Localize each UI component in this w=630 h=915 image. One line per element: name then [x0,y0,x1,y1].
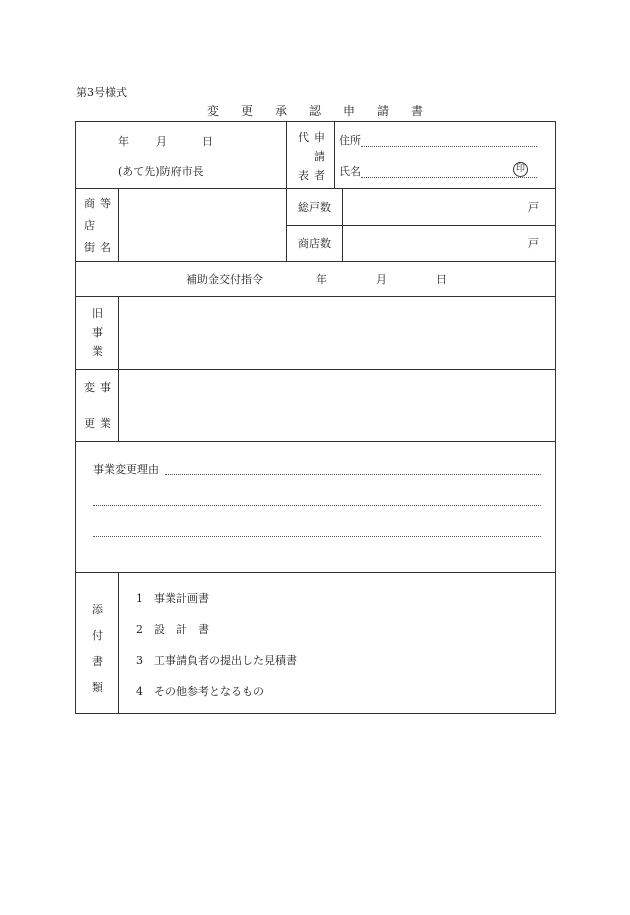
date-year: 年 [118,135,129,148]
changed-project-label-char: 業 [100,417,111,430]
old-project-label-char: 事 [92,326,103,339]
district-label-char: 店 [84,219,95,232]
seal-mark: 印 [513,162,528,177]
application-form-table [75,121,556,714]
address-field[interactable] [361,146,537,147]
attachment-item: 3 工事請負者の提出した見積書 [136,654,297,667]
col-divider [334,122,335,188]
name-field[interactable] [361,177,537,178]
applicant-label-char: 代 [298,131,309,144]
title-char: 書 [411,104,424,118]
reason-field-line[interactable] [165,474,541,475]
district-label-char: 等 [100,197,111,210]
shops-unit: 戸 [528,237,539,250]
old-project-label-char: 旧 [92,307,103,320]
attachment-item: 2 設 計 書 [136,623,209,636]
applicant-label-char: 者 [314,169,325,182]
row-divider [286,225,555,226]
date-day: 日 [202,135,213,148]
col-divider [118,188,119,261]
reason-field-line[interactable] [93,536,541,537]
attachment-item: 1 事業計画書 [136,592,209,605]
row-divider [76,261,555,262]
document-title [0,102,630,119]
reason-label: 事業変更理由 [93,463,159,476]
applicant-label-char: 請 [314,150,325,163]
row-divider [76,188,555,189]
attachments-label-char: 付 [92,629,103,642]
changed-project-label-char: 事 [100,381,111,394]
households-label: 総戸数 [298,201,331,214]
shops-label: 商店数 [298,237,331,250]
row-divider [76,572,555,573]
form-number: 第3号様式 [76,86,127,99]
district-label-char: 商 [84,197,95,210]
grant-order-month: 月 [376,273,387,286]
title-char: 認 [308,104,321,118]
addressee: (あて先)防府市長 [118,165,204,178]
attachments-label-char: 添 [92,603,103,616]
applicant-label-char: 申 [314,131,325,144]
title-char: 変 [206,104,219,118]
changed-project-label-char: 更 [84,417,95,430]
old-project-label-char: 業 [92,345,103,358]
households-unit: 戸 [528,201,539,214]
col-divider [286,122,287,261]
row-divider [76,441,555,442]
attachment-item: 4 その他参考となるもの [136,685,264,698]
district-label-char: 街 [84,241,95,254]
grant-order-year: 年 [316,273,327,286]
row-divider [76,369,555,370]
title-char: 請 [377,104,390,118]
attachments-label-char: 類 [92,681,103,694]
date-month: 月 [156,135,167,148]
grant-order-label: 補助金交付指令 [186,273,263,286]
address-label: 住所 [339,134,361,147]
reason-field-line[interactable] [93,505,541,506]
col-divider [342,188,343,261]
district-label-char: 名 [100,241,111,254]
row-divider [76,296,555,297]
col-divider [118,572,119,713]
name-label: 氏名 [339,165,361,178]
applicant-label-char: 表 [298,169,309,182]
title-char: 更 [240,104,253,118]
title-char: 申 [343,104,356,118]
attachments-label-char: 書 [92,655,103,668]
title-char: 承 [274,104,287,118]
col-divider [118,296,119,441]
changed-project-label-char: 変 [84,381,95,394]
grant-order-day: 日 [436,273,447,286]
